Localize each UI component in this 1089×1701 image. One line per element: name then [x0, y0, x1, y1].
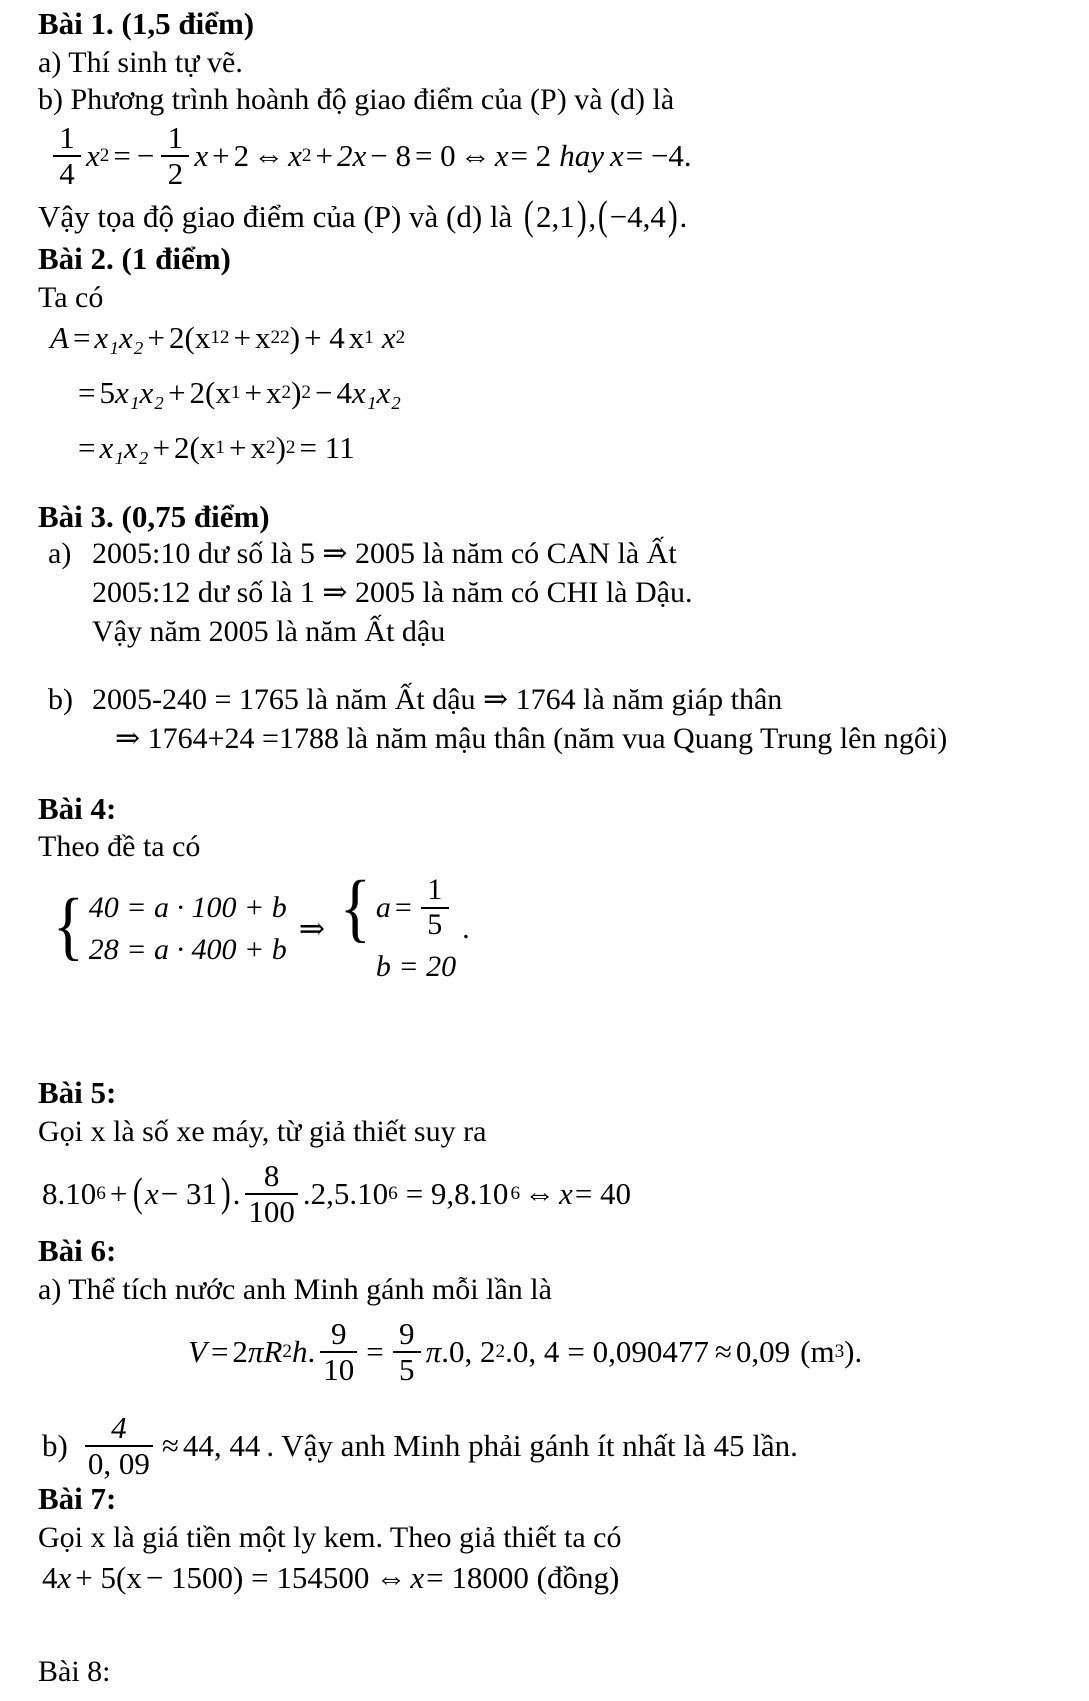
equals-2: = 2: [510, 138, 552, 174]
fraction-4-over-0-09: $\frac{4}{0, 09}$: [85, 1412, 153, 1479]
plus-5-open: + 5(x: [75, 1560, 142, 1595]
bai2-heading: Bài 2. (1 điểm): [38, 241, 231, 276]
term-x1x2: x₁x₂: [352, 375, 402, 410]
system-left: [50, 882, 287, 968]
fraction-9-over-5: $\frac{9}{5}$: [393, 1318, 421, 1385]
right-paren: ): [667, 193, 678, 238]
multiply-dot: .: [232, 1176, 241, 1212]
bai1-heading: Bài 1. (1,5 điểm): [38, 6, 255, 41]
variable-x: x: [144, 1176, 159, 1212]
plus-sign: +: [168, 375, 186, 410]
left-brace-icon: {: [52, 882, 84, 968]
bai3-a-line1: 2005:10 dư số là 5 ⇒ 2005 là năm có CAN là Ất: [92, 537, 677, 570]
bai1-conclusion: [38, 193, 688, 238]
equals-sign: =: [394, 890, 412, 924]
equals-9-8e6: = 9,8.10: [405, 1176, 509, 1212]
system-row-1: 40 = a · 100 + b: [88, 890, 287, 924]
equals-11: = 11: [299, 430, 355, 465]
term-2x: 2x: [336, 138, 367, 174]
unit-close: ).: [844, 1334, 863, 1370]
variable-x: x: [199, 430, 216, 465]
minus-1500-equals: − 1500) = 154500: [145, 1560, 370, 1595]
term-0-4: .0, 4: [505, 1334, 560, 1370]
pi-symbol: π: [425, 1334, 442, 1370]
iff-icon: ⇔: [375, 1560, 407, 1595]
variable-V: V: [188, 1334, 207, 1370]
bai2-line-taco: Ta có: [38, 281, 104, 314]
plus-sign: +: [228, 430, 247, 465]
approx-icon: ≈: [714, 1334, 732, 1370]
minus-sign: −: [315, 375, 333, 410]
equals-minus-4: = −4.: [625, 138, 692, 174]
period: .: [462, 911, 470, 945]
equals-sign: =: [72, 320, 91, 355]
system-row-2: 28 = a · 400 + b: [88, 932, 287, 966]
plus-sign: +: [147, 320, 165, 355]
fraction-8-over-100: $\frac{8}{100}$: [245, 1160, 298, 1227]
right-paren: ): [220, 1170, 231, 1216]
plus-sign: +: [315, 138, 333, 174]
fraction-one-fifth: $\frac{1}{5}$: [421, 875, 449, 940]
variable-x: x: [410, 1560, 425, 1595]
result-0-09: 0,09: [735, 1334, 791, 1370]
open-2-paren: 2(: [168, 320, 195, 355]
bai3-heading: Bài 3. (0,75 điểm): [38, 499, 270, 534]
iff-icon: ⇔: [253, 138, 285, 174]
equals-sign: =: [78, 430, 96, 465]
system-row-a: [376, 875, 456, 940]
equals-zero: = 0: [414, 138, 456, 174]
variable-x: x: [194, 320, 211, 355]
bai3-b-label: b): [48, 683, 73, 716]
close-paren: ): [275, 430, 286, 465]
close-paren: ): [289, 320, 301, 355]
bai6-a-line: a) Thể tích nước anh Minh gánh mỗi lần là: [38, 1273, 552, 1306]
variable-x: x: [86, 138, 100, 174]
bai1-line-a: a) Thí sinh tự vẽ.: [38, 46, 243, 79]
conclusion-text: Vậy tọa độ giao điểm của (P) và (d) là: [38, 198, 513, 234]
number-5: 5: [99, 375, 115, 410]
plus-sign: +: [244, 375, 262, 410]
pi-symbol: π: [247, 1334, 264, 1370]
system-left-rows: [87, 890, 287, 966]
fraction-one-quarter: $\frac{1}{4}$: [53, 122, 81, 189]
approx-icon: ≈: [161, 1428, 179, 1464]
bai4-line-theo: Theo đề ta có: [38, 830, 201, 863]
iff-icon: ⇔: [524, 1176, 556, 1212]
bai7-heading: Bài 7:: [38, 1481, 117, 1516]
term-x1x2: x₁x₂: [94, 320, 144, 355]
variable-x: x: [559, 1176, 573, 1212]
minus-31: − 31: [160, 1176, 217, 1212]
variable-x: x: [288, 138, 302, 174]
bai3-a-line3: Vậy năm 2005 là năm Ất dậu: [92, 615, 446, 648]
bai5-heading: Bài 5:: [38, 1075, 117, 1110]
equals-sign: =: [366, 1334, 384, 1370]
bai6-b-line: [42, 1412, 798, 1479]
term-2-5e6: .2,5.10: [302, 1176, 389, 1212]
bai3-b-line2: ⇒ 1764+24 =1788 là năm mậu thân (năm vua Quang Trung lên ngôi): [115, 722, 948, 755]
term-x1x2: x₁x₂: [99, 430, 149, 465]
bai4-heading: Bài 4:: [38, 791, 117, 826]
number-4: 4: [336, 375, 352, 410]
plus-sign: +: [212, 138, 230, 174]
variable-R: R: [263, 1334, 283, 1370]
coefficient-4: 4: [42, 1560, 58, 1595]
left-paren: (: [133, 1170, 144, 1216]
bai8-heading: Bài 8:: [38, 1655, 111, 1688]
right-paren: ): [576, 193, 587, 238]
bai7-equation: [42, 1562, 621, 1593]
minus-8: − 8: [370, 138, 411, 174]
plus-sign: +: [109, 1176, 128, 1212]
equals-40: = 40: [574, 1176, 632, 1212]
equals-sign: =: [78, 375, 96, 410]
bai2-equation-2: = 5 x₁x₂ + 2( x 1 + x 2 ) 2 − 4 x₁x₂: [78, 375, 402, 410]
equals-0-090477: = 0,090477: [567, 1334, 709, 1370]
bai3-a-label: a): [48, 537, 72, 570]
fraction-one-half: $\frac{1}{2}$: [161, 122, 189, 189]
value-44-44: 44, 44: [182, 1428, 261, 1464]
number-2: 2: [233, 138, 250, 174]
variable-x: x: [194, 138, 209, 174]
bai5-equation: 8.10 6 + ( x − 31 ) . $\frac{8}{100}$ .2,5.10 6 = 9,8.10 6 ⇔ x = 40: [42, 1158, 632, 1229]
bai3-a-line2: 2005:12 dư số là 1 ⇒ 2005 là năm có CHI là Dậu.: [92, 576, 693, 609]
variable-x: x: [57, 1560, 72, 1595]
number-2: 2: [232, 1334, 248, 1370]
close-paren: ): [291, 375, 302, 410]
variable-a: a: [375, 890, 391, 924]
bai7-line-goi: Gọi x là giá tiền một ly kem. Theo giả thiết ta có: [38, 1521, 622, 1554]
variable-h: h: [292, 1334, 308, 1370]
fraction-9-over-10: $\frac{9}{10}$: [320, 1318, 357, 1385]
variable-x: x: [609, 138, 624, 174]
bai1-equation: $\frac{1}{4}$ x 2 = − $\frac{1}{2}$ x + 2 ⇔ x 2 + 2x − 8 = 0 ⇔ x = 2 hay x = −4.: [48, 122, 694, 189]
bai6-b-conclusion: . Vậy anh Minh phải gánh ít nhất là 45 lần.: [266, 1428, 798, 1464]
left-paren: (: [524, 193, 535, 238]
variable-x: x: [250, 430, 266, 465]
bai2-equation-3: = x₁x₂ + 2( x 1 + x 2 ) 2 = 11: [78, 432, 359, 463]
system-right-rows: [374, 875, 456, 982]
comma: ,: [588, 198, 597, 234]
bai5-line-goi: Gọi x là số xe máy, từ giả thiết suy ra: [38, 1115, 487, 1148]
term-x1x2: x₁x₂: [114, 375, 165, 410]
period: .: [679, 198, 688, 234]
system-row-b: b = 20: [375, 950, 457, 984]
equals-18000-dong: = 18000 (đồng): [426, 1560, 620, 1595]
bai6-b-label: b): [42, 1428, 68, 1464]
variable-A: A: [50, 320, 69, 355]
variable-x: x: [381, 320, 396, 355]
point-minus4-4: −4,4: [609, 198, 666, 234]
system-right: [337, 865, 457, 984]
variable-x: x: [215, 375, 231, 410]
open-2-paren: 2(: [174, 430, 200, 465]
variable-x: x: [265, 375, 282, 410]
bai6-heading: Bài 6:: [38, 1233, 117, 1268]
bai6-equation-a: V = 2 π R 2 h . $\frac{9}{10}$ = $\frac{9}{5}$ π .0, 2 2 .0, 4 = 0,090477 ≈ 0,09 (m 3 ).: [188, 1316, 863, 1387]
variable-x: x: [348, 320, 365, 355]
iff-icon: ⇔: [459, 138, 491, 174]
left-paren: (: [597, 193, 608, 238]
minus-sign: −: [136, 138, 155, 174]
equals-sign: =: [113, 138, 131, 174]
plus-4: + 4: [304, 320, 345, 355]
equals-sign: =: [210, 1334, 229, 1370]
left-brace-icon: {: [339, 865, 372, 950]
bai4-system: [50, 865, 470, 984]
variable-x: x: [255, 320, 271, 355]
term-0-2: .0, 2: [441, 1334, 496, 1370]
point-2-1: 2,1: [535, 198, 575, 234]
bai3-b-line1: 2005-240 = 1765 là năm Ất dậu ⇒ 1764 là năm giáp thân: [92, 683, 783, 716]
implies-icon: ⇒: [298, 910, 326, 946]
plus-sign: +: [152, 430, 171, 465]
term-8e6: 8.10: [42, 1176, 97, 1212]
multiply-dot: .: [307, 1334, 316, 1370]
bai1-line-b: b) Phương trình hoành độ giao điểm của (P) và (d) là: [38, 83, 675, 116]
unit-m: (m: [800, 1334, 835, 1370]
bai2-equation-1: A = x₁x₂ + 2( x 1 2 + x 2 2 ) + 4 x 1 x 2: [50, 320, 406, 355]
word-hay: hay: [559, 138, 604, 174]
plus-sign: +: [233, 320, 252, 355]
variable-x: x: [494, 138, 509, 174]
open-2-paren: 2(: [189, 375, 216, 410]
